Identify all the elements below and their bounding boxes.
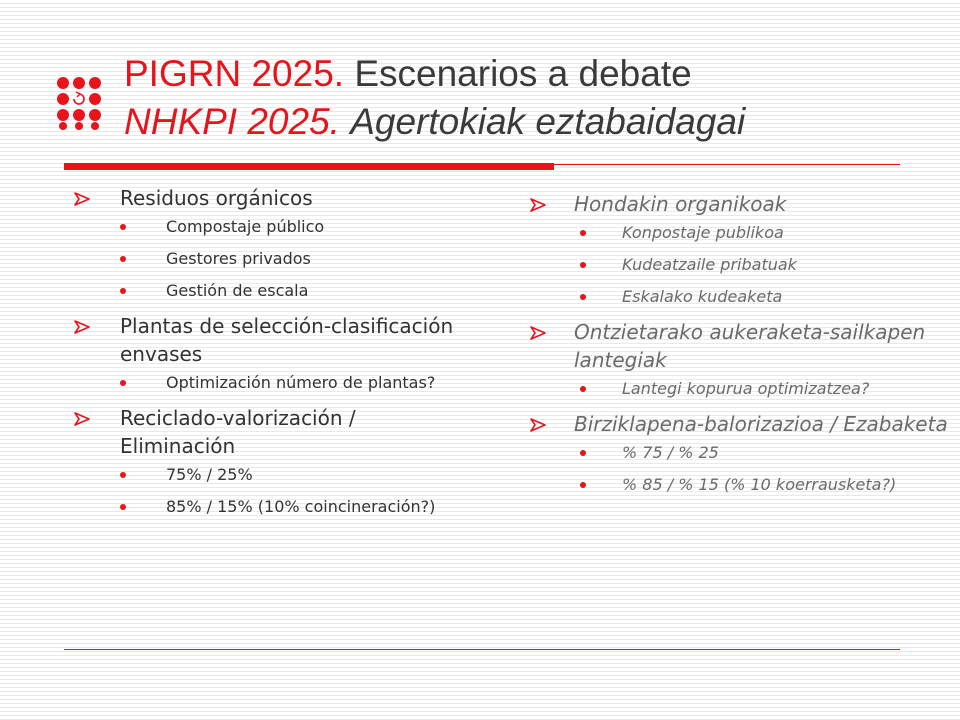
item-list [528,442,948,496]
section-heading-text: Birziklapena-balorizazioa / Ezabaketa [574,412,948,436]
arrow-bullet-icon [74,192,91,206]
list-item [528,474,948,496]
list-item [74,216,474,238]
bullet-dot-icon [580,482,586,488]
section-heading [74,404,474,460]
section-heading [74,184,474,212]
item-list [528,378,948,400]
basque-column [528,190,948,506]
bottom-rule [64,649,900,650]
list-item-text: Compostaje público [166,217,325,236]
list-item [528,222,948,244]
title-line2-code: NHKPI 2025. [124,101,340,142]
title-line2-text: Agertokiak eztabaidagai [350,101,746,142]
arrow-bullet-icon [530,418,547,432]
arrow-bullet-icon [74,320,91,334]
title-underline-thick [64,163,554,170]
bullet-dot-icon [580,230,586,236]
list-item-text: 85% / 15% (10% coincineración?) [166,497,436,516]
section-recycling [74,404,474,518]
list-item [74,464,474,486]
section-organic-waste [74,184,474,302]
logo-icon [56,76,102,130]
list-item [528,442,948,464]
bullet-dot-icon [580,294,586,300]
item-list [528,222,948,308]
list-item [74,248,474,270]
list-item-text: Eskalako kudeaketa [622,287,783,306]
list-item-text: Optimización número de plantas? [166,373,436,392]
section-heading [528,410,948,438]
section-heading [528,318,948,374]
item-list [74,464,474,518]
section-heading-text: Ontzietarako aukeraketa-sailkapen lantegiak [574,320,926,372]
item-list [74,372,474,394]
list-item [528,378,948,400]
list-item [74,280,474,302]
section-heading [528,190,948,218]
section-heading-text: Hondakin organikoak [574,192,787,216]
list-item-text: Kudeatzaile pribatuak [622,255,797,274]
bullet-dot-icon [120,256,126,262]
section-organic-waste-eu [528,190,948,308]
bullet-dot-icon [580,386,586,392]
arrow-bullet-icon [74,412,91,426]
bullet-dot-icon [580,262,586,268]
section-heading-text: Residuos orgánicos [120,186,313,210]
section-heading [74,312,474,368]
title-underline-thin [554,164,900,165]
item-list [74,216,474,302]
list-item-text: 75% / 25% [166,465,253,484]
list-item-text: Konpostaje publikoa [622,223,784,242]
list-item [528,254,948,276]
list-item-text: Gestión de escala [166,281,309,300]
list-item [74,372,474,394]
arrow-bullet-icon [530,198,547,212]
slide-title [124,50,745,146]
bullet-dot-icon [120,288,126,294]
section-sorting-plants [74,312,474,394]
list-item-text: Gestores privados [166,249,311,268]
section-recycling-eu [528,410,948,496]
spanish-column [74,184,474,528]
section-heading-text: Plantas de selección-clasificación envases [120,314,454,366]
bullet-dot-icon [120,472,126,478]
list-item [528,286,948,308]
bullet-dot-icon [580,450,586,456]
list-item-text: Lantegi kopurua optimizatzea? [622,379,870,398]
title-line1-text: Escenarios a debate [354,53,692,94]
list-item [74,496,474,518]
list-item-text: % 75 / % 25 [622,443,719,462]
bullet-dot-icon [120,504,126,510]
arrow-bullet-icon [530,326,547,340]
section-heading-text: Reciclado-valorización / Eliminación [120,406,356,458]
bullet-dot-icon [120,224,126,230]
section-sorting-plants-eu [528,318,948,400]
list-item-text: % 85 / % 15 (% 10 koerrausketa?) [622,475,897,494]
bullet-dot-icon [120,380,126,386]
title-line1-code: PIGRN 2025. [124,53,345,94]
